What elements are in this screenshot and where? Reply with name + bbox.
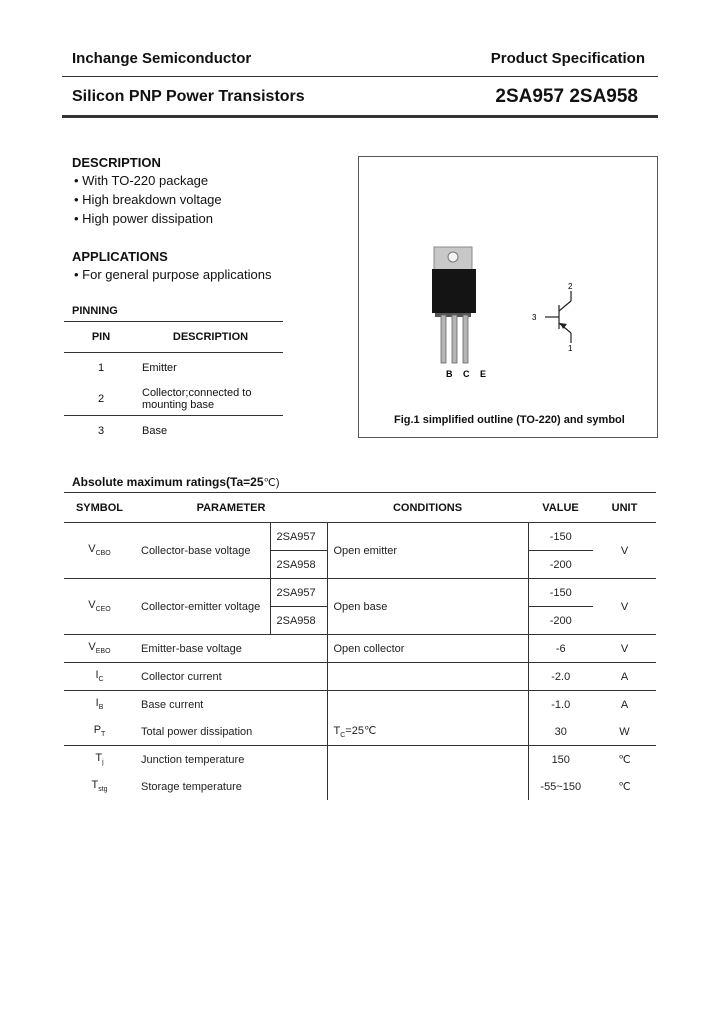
part-number-cell: 2SA958 [270,607,327,635]
symbol-subscript: stg [98,786,108,794]
pin-description: Emitter [142,362,177,374]
symbol-cell [64,691,135,719]
value-cell: -1.0 [528,691,593,719]
ratings-heading-text: Absolute maximum ratings(Ta=25 [72,475,264,489]
pin-column-header: PIN [64,322,138,353]
condition-value: =25℃ [345,724,377,737]
pin-row [64,416,283,447]
ratings-row-vceo [64,579,656,607]
ratings-header-row [64,493,656,523]
figure-box [358,156,658,438]
to220-package-drawing [432,247,476,363]
symbol-cell [64,663,135,691]
unit-cell: V [620,600,629,613]
ratings-row-tstg [64,773,656,800]
ratings-table [64,492,656,800]
symbol-cell [64,773,135,800]
unit-cell: W [593,718,656,746]
parameter-column-header: PARAMETER [135,493,327,523]
ratings-row-ib [64,691,656,719]
symbol-subscript: CBO [95,550,111,558]
parameter-cell: Junction temperature [141,753,245,766]
ratings-row-vcbo [64,523,656,551]
ratings-row-tj [64,746,656,774]
description-heading: DESCRIPTION [72,155,161,170]
lead-labels: B C E [446,369,491,379]
conditions-cell [327,746,528,774]
symbol-letter: V [88,599,96,612]
part-number-cell: 2SA957 [270,579,327,607]
pin-description: Collector;connected to mounting base [138,383,283,416]
symbol-column-header: SYMBOL [64,493,135,523]
symbol-subscript: C [98,676,104,684]
conditions-cell: Open collector [327,635,528,663]
unit-cell: V [593,635,656,663]
parameter-cell: Total power dissipation [135,718,327,746]
symbol-cell [64,579,135,635]
base-pin-number: 3 [532,313,537,322]
conditions-column-header: CONDITIONS [327,493,528,523]
parameter-cell: Emitter-base voltage [135,635,327,663]
symbol-subscript: T [101,731,106,739]
parameter-cell: Base current [141,698,204,711]
symbol-letter: P [93,724,102,737]
pin-number: 3 [97,425,105,437]
part-number-cell: 2SA957 [270,523,327,551]
product-title: Silicon PNP Power Transistors [72,88,305,105]
applications-item: • For general purpose applications [74,267,272,282]
ratings-row-ic [64,663,656,691]
document-type: Product Specification [490,50,645,67]
symbol-letter: I [95,669,99,682]
symbol-cell [64,718,135,746]
ratings-row-pt [64,718,656,746]
value-cell: -150 [528,523,593,551]
ratings-heading-unit: ℃) [263,477,280,489]
symbol-letter: T [95,752,103,765]
unit-cell: A [593,663,656,691]
conditions-cell [327,718,528,746]
symbol-subscript: j [102,759,104,767]
collector-pin-number: 2 [568,282,573,291]
value-cell: -6 [528,635,593,663]
pin-row [64,383,283,416]
pnp-transistor-symbol [545,291,571,343]
symbol-letter: I [95,697,99,710]
description-item: • High power dissipation [74,211,213,226]
pin-number: 1 [97,362,105,374]
unit-cell: V [593,523,656,579]
condition-subscript: C [340,732,346,740]
value-cell: -55~150 [528,773,593,800]
value-cell: 150 [528,746,593,774]
figure-caption: Fig.1 simplified outline (TO-220) and symbol [394,414,625,426]
symbol-letter: T [91,779,99,792]
value-cell: -200 [528,551,593,579]
package-and-symbol-figure [359,157,657,437]
value-column-header: VALUE [528,493,593,523]
description-item: • High breakdown voltage [74,192,222,207]
pin-description: Base [142,425,168,437]
conditions-cell [327,773,528,800]
company-name: Inchange Semiconductor [72,50,252,67]
unit-cell: A [620,698,629,711]
conditions-cell: Open emitter [327,523,528,579]
conditions-cell [327,663,528,691]
value-cell: -200 [528,607,593,635]
title-divider [62,115,658,118]
pin-number: 2 [64,383,138,416]
value-cell: -2.0 [528,663,593,691]
ratings-row-vebo [64,635,656,663]
conditions-cell: Open base [327,579,528,635]
unit-cell: ℃ [618,781,631,793]
parameter-cell: Collector current [135,663,327,691]
pinning-heading: PINNING [72,305,118,317]
value-cell: -150 [528,579,593,607]
pin-row [64,353,283,384]
applications-heading: APPLICATIONS [72,249,168,264]
description-column-header: DESCRIPTION [138,322,283,353]
parameter-cell: Storage temperature [141,780,242,793]
description-item: • With TO-220 package [74,173,209,188]
symbol-subscript: B [98,704,104,712]
pinning-table [64,321,283,446]
unit-column-header: UNIT [593,493,656,523]
condition-symbol: T [333,724,341,737]
symbol-letter: V [88,641,96,654]
conditions-cell [327,691,528,719]
symbol-letter: V [88,543,96,556]
parameter-cell: Collector-base voltage [135,523,270,579]
symbol-cell [64,523,135,579]
parameter-cell: Collector-emitter voltage [141,600,261,613]
header-divider [62,76,658,77]
symbol-subscript: EBO [95,648,111,656]
symbol-subscript: CEO [95,606,111,614]
symbol-cell [64,635,135,663]
symbol-cell [64,746,135,774]
ratings-heading [72,475,280,489]
value-cell: 30 [528,718,593,746]
emitter-pin-number: 1 [568,344,573,353]
part-number-cell: 2SA958 [270,551,327,579]
part-numbers: 2SA957 2SA958 [495,86,638,107]
unit-cell: ℃ [618,754,631,766]
